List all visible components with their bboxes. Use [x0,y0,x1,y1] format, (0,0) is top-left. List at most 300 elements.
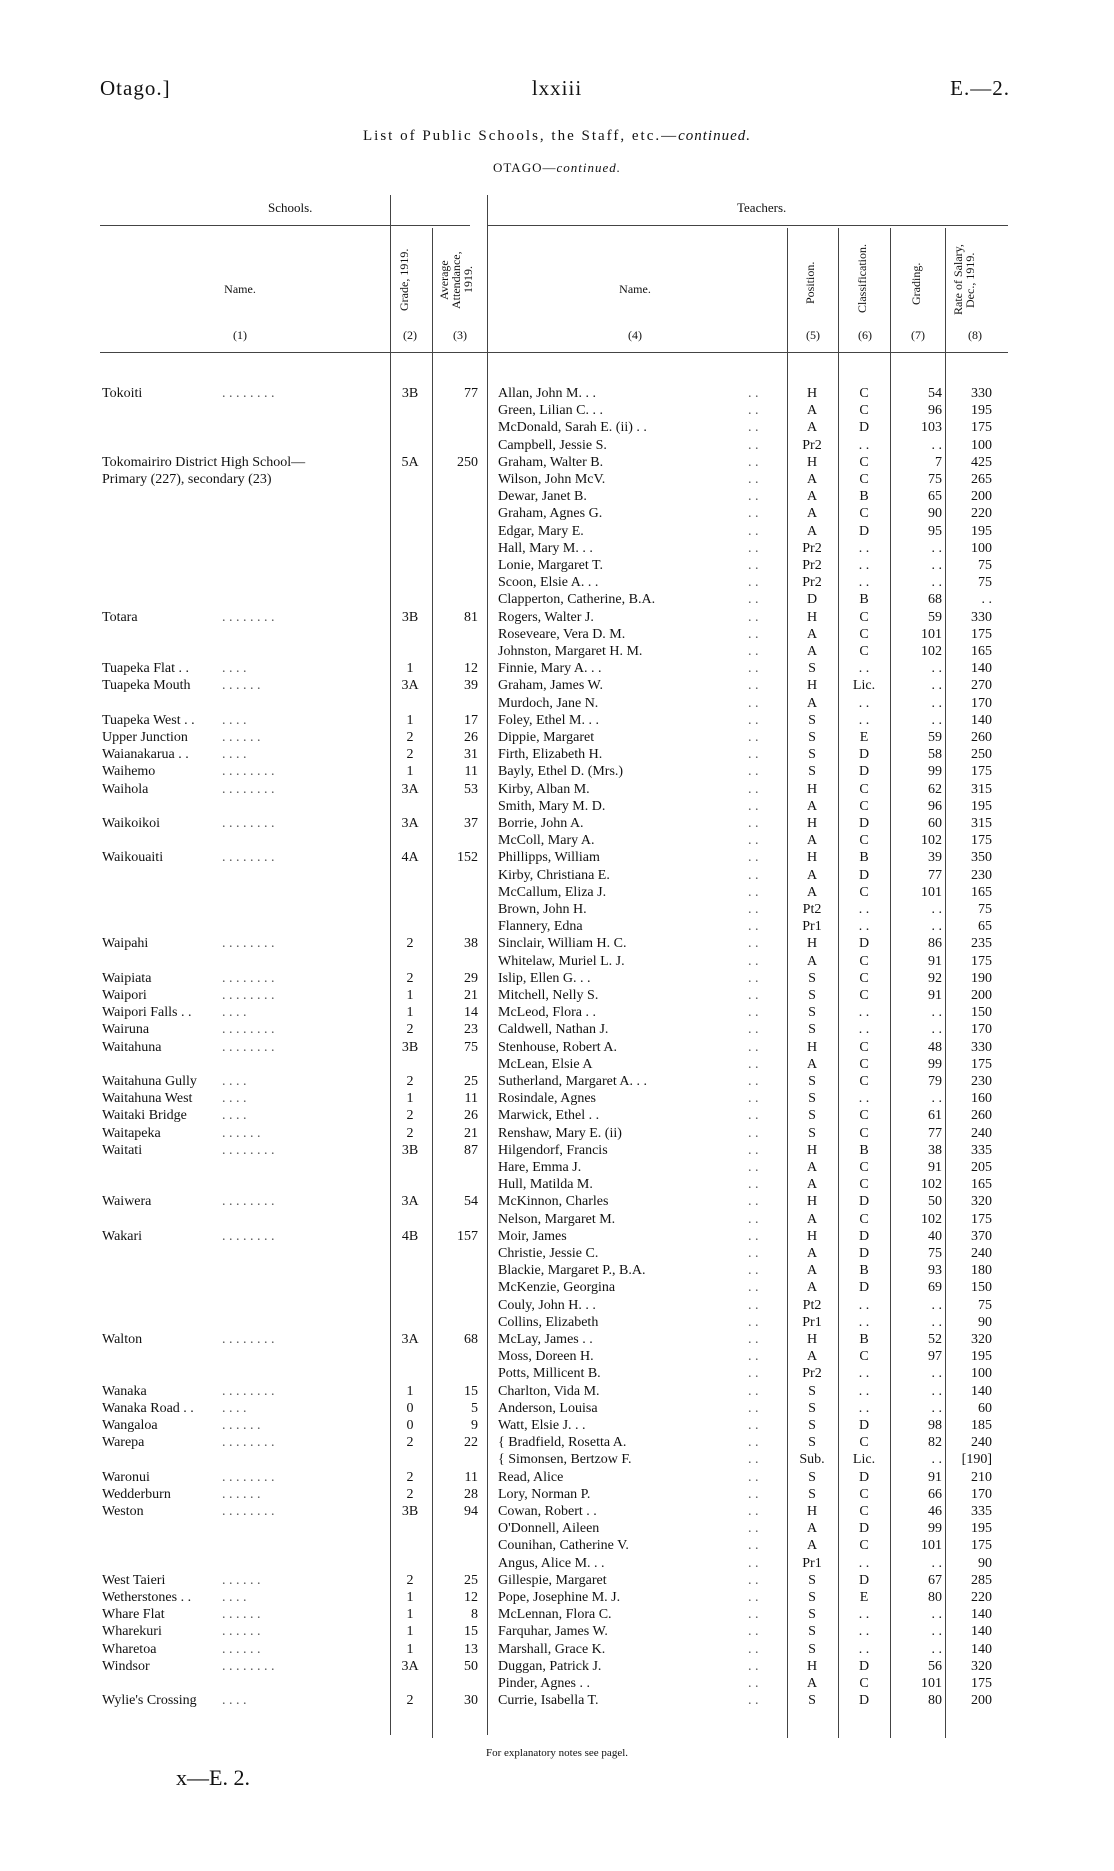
leader-dots: . . [748,609,759,625]
teacher-salary: 140 [971,1624,992,1640]
teacher-grading: 50 [928,1194,942,1210]
teacher-salary: 175 [971,1056,992,1072]
leader-dots: . . [748,386,759,401]
teacher-grading: 101 [921,884,942,900]
teacher-grading: . . [931,1366,942,1382]
teacher-name: Foley, Ethel M. . . [498,712,599,728]
leader-dots: . . [748,1022,759,1038]
school-grade: 3B [401,1142,419,1158]
leader-dots: . . . . [222,1590,247,1605]
rule-teachers [488,225,1008,226]
leader-dots: . . . . [222,661,247,677]
teacher-position: H [806,1332,818,1347]
teacher-salary: 175 [971,833,992,849]
teacher-position: A [806,1263,818,1279]
school-name: Whare Flat [102,1607,165,1623]
teacher-salary: 195 [971,798,992,814]
teacher-classification: C [859,1504,869,1519]
teacher-position: S [808,1624,816,1640]
teacher-position: Pt2 [802,902,822,917]
teacher-position: S [808,1074,816,1089]
teacher-salary: 140 [971,661,992,677]
school-attendance: 75 [464,1039,478,1055]
leader-dots: . . [748,1125,759,1141]
teacher-salary: 335 [971,1142,992,1158]
leader-dots: . . . . [222,1005,247,1021]
teacher-classification: D [858,867,870,883]
teacher-salary: 425 [971,454,992,470]
teacher-grading: . . [931,1091,942,1107]
leader-dots: . . [748,970,759,986]
teacher-salary: 170 [971,695,992,711]
teacher-classification: . . [858,712,870,728]
teacher-salary: 285 [971,1572,992,1588]
leader-dots: . . [748,1676,759,1691]
school-name: Waitaki Bridge [102,1108,187,1124]
school-grade: 2 [406,1572,414,1588]
school-name: Waihola [102,781,149,797]
school-attendance: 12 [464,661,478,677]
school-attendance: 25 [464,1074,478,1089]
leader-dots: . . [748,644,759,659]
leader-dots: . . [748,1400,759,1416]
teacher-grading: 101 [921,1538,942,1554]
teacher-name: Counihan, Catherine V. [498,1538,629,1554]
teacher-name: Angus, Alice M. . . [498,1555,605,1571]
leader-dots: . . [748,420,759,436]
leader-dots: . . [748,781,759,797]
leader-dots: . . [748,1056,759,1072]
teacher-name: McLennan, Flora C. [498,1607,612,1623]
leader-dots: . . . . . . . . [222,386,275,401]
teacher-name: Currie, Isabella T. [498,1693,599,1709]
teacher-salary: 330 [971,1039,992,1055]
school-grade: 0 [406,1418,414,1433]
teacher-grading: 48 [928,1039,942,1055]
teacher-position: H [806,1194,818,1210]
teacher-salary: 165 [971,1177,992,1193]
leader-dots: . . . . . . . . [222,1039,275,1055]
teacher-grading: . . [931,1555,942,1571]
teacher-classification: B [859,1263,869,1279]
school-attendance: 81 [464,609,478,625]
leader-dots: . . [748,712,759,728]
teacher-grading: 52 [928,1332,942,1347]
teacher-name: McColl, Mary A. [498,833,595,849]
teacher-name: Kirby, Alban M. [498,781,590,797]
teacher-salary: 60 [978,1400,992,1416]
leader-dots: . . [748,678,759,694]
col-divider-7 [945,228,946,1738]
teacher-salary: 100 [971,437,992,453]
teacher-grading: 102 [921,833,942,849]
leader-dots: . . . . . . . . [222,850,275,866]
leader-dots: . . . . . . . . [222,1469,275,1485]
page-reference: x—E. 2. [176,1765,250,1790]
teacher-salary: 270 [971,678,992,694]
teacher-classification: . . [858,661,870,677]
teacher-classification: . . [858,1641,870,1657]
school-attendance: 28 [464,1486,478,1502]
teacher-salary: 175 [971,953,992,969]
school-name: Wangaloa [102,1418,158,1433]
teacher-classification: . . [858,1555,870,1571]
teacher-salary: 330 [971,609,992,625]
school-grade: 3A [401,816,419,831]
teacher-grading: . . [931,1297,942,1313]
teacher-grading: 90 [928,506,942,522]
school-grade: 2 [406,1469,414,1485]
teacher-position: A [806,953,818,969]
teacher-classification: D [858,420,870,436]
teacher-name: Hall, Mary M. . . [498,540,593,556]
teacher-classification: C [859,644,869,659]
teacher-position: A [806,1280,818,1296]
school-name: Tokomairiro District High School— [102,454,306,470]
leader-dots: . . . . . . . . [222,936,275,952]
teacher-classification: C [859,386,869,401]
school-grade: 3A [401,678,419,694]
teacher-position: S [808,730,816,745]
teacher-grading: 66 [928,1486,942,1502]
school-grade: 2 [406,1486,414,1502]
school-grade: 3A [401,1194,419,1210]
teacher-grading: 40 [928,1228,942,1244]
teacher-grading: 96 [928,403,942,419]
school-grade: 1 [406,1383,414,1399]
teacher-classification: . . [858,1297,870,1313]
teacher-salary: 175 [971,764,992,780]
rule-schools [100,225,470,226]
school-attendance: 8 [471,1607,478,1623]
teacher-position: A [806,523,818,539]
leader-dots: . . [748,1469,759,1485]
teacher-salary: 220 [971,1590,992,1605]
leader-dots: . . [748,1263,759,1279]
leader-dots: . . [748,1142,759,1158]
teacher-classification: D [858,1658,870,1674]
teacher-salary: 260 [971,730,992,745]
teacher-salary: 350 [971,850,992,866]
teacher-name: Moss, Doreen H. [498,1349,594,1365]
leader-dots: . . [748,506,759,522]
teacher-name: Allan, John M. . . [498,386,596,401]
teacher-grading: 59 [928,609,942,625]
teacher-salary: . . [981,592,992,608]
teacher-classification: E [859,1590,869,1605]
teacher-position: H [806,1228,818,1244]
teacher-position: A [806,1246,818,1261]
school-name: West Taieri [102,1572,166,1588]
teacher-grading: . . [931,540,942,556]
teacher-classification: . . [858,558,870,573]
school-grade: 2 [406,970,414,986]
teacher-grading: 75 [928,472,942,487]
header-right: E.—2. [950,76,1010,100]
teacher-classification: E [859,730,869,745]
teacher-classification: . . [858,1400,870,1416]
teacher-position: S [808,988,816,1003]
teacher-classification: C [859,833,869,849]
school-attendance: 13 [464,1641,478,1657]
leader-dots: . . . . . . . . [222,764,275,780]
teacher-classification: D [858,1228,870,1244]
teacher-salary: 170 [971,1486,992,1502]
teacher-salary: 195 [971,403,992,419]
teacher-classification: . . [858,1005,870,1021]
teacher-salary: 140 [971,1383,992,1399]
school-grade: 0 [406,1400,414,1416]
school-grade: 1 [406,1091,414,1107]
teacher-name: McDonald, Sarah E. (ii) . . [498,420,647,436]
leader-dots: . . . . . . . . [222,970,275,986]
teacher-position: S [808,1108,816,1124]
school-grade: 1 [406,1624,414,1640]
teacher-salary: 205 [971,1160,992,1175]
teacher-position: A [806,626,818,642]
teacher-classification: . . [858,1624,870,1640]
school-attendance: 77 [464,386,478,401]
school-name: Waiwera [102,1194,152,1210]
rule-header-bottom [100,352,1008,353]
teacher-grading: 92 [928,970,942,986]
school-name: Waihemo [102,764,156,780]
teacher-grading: 38 [928,1142,942,1158]
teacher-grading: . . [931,1005,942,1021]
leader-dots: . . [748,695,759,711]
school-grade: 3A [401,781,419,797]
school-name: Waipori Falls . . [102,1005,192,1021]
teacher-name: Kirby, Christiana E. [498,867,610,883]
teacher-grading: 69 [928,1280,942,1296]
school-attendance: 11 [464,1091,478,1107]
teacher-name: Borrie, John A. [498,816,584,831]
teacher-classification: . . [858,1022,870,1038]
col-divider-5 [838,228,839,1738]
school-attendance: 17 [464,712,478,728]
school-attendance: 31 [464,747,478,763]
teacher-position: A [806,833,818,849]
teacher-classification: C [859,953,869,969]
teacher-classification: C [859,1039,869,1055]
col-divider-3 [487,195,488,1735]
teacher-grading: 102 [921,1211,942,1227]
teacher-salary: 195 [971,523,992,539]
teacher-classification: D [858,1194,870,1210]
school-name: Totara [102,609,138,625]
teacher-name: Charlton, Vida M. [498,1383,600,1399]
leader-dots: . . . . . . . . [222,1435,275,1451]
teacher-salary: [190] [961,1452,992,1468]
leader-dots: . . [748,1538,759,1554]
leader-dots: . . [748,988,759,1003]
teacher-position: A [806,1160,818,1175]
teacher-classification: D [858,1418,870,1433]
teacher-name: Marshall, Grace K. [498,1641,606,1657]
leader-dots: . . . . . . [222,1486,261,1502]
teacher-grading: 68 [928,592,942,608]
teacher-position: S [808,1091,816,1107]
school-grade: 1 [406,764,414,780]
title-main: List of Public Schools, the Staff, etc.— [362,128,679,144]
teacher-name: Flannery, Edna [498,919,583,935]
col-classification: Classification. [855,244,869,314]
teacher-classification: . . [858,919,870,935]
leader-dots: . . . . . . [222,1607,261,1623]
teacher-name: McLeod, Flora . . [498,1005,596,1021]
school-grade: 1 [406,661,414,677]
teacher-salary: 75 [978,1297,992,1313]
teacher-classification: C [859,1160,869,1175]
teacher-position: A [806,1177,818,1193]
teacher-grading: 103 [921,420,942,436]
school-name: Tuapeka West . . [102,712,195,728]
school-attendance: 53 [464,781,478,797]
page-number: lxxiii [531,76,583,100]
subtitle-main: OTAGO— [493,160,557,175]
school-name: Waitahuna West [102,1091,193,1107]
teacher-grading: . . [931,1452,942,1468]
teacher-grading: 65 [928,489,942,505]
leader-dots: . . [748,919,759,935]
teacher-name: Farquhar, James W. [498,1624,608,1640]
teacher-grading: 62 [928,781,942,797]
teacher-classification: B [859,1332,869,1347]
leader-dots: . . [748,1383,759,1399]
teacher-classification: C [859,454,869,470]
teacher-name: Anderson, Louisa [498,1400,598,1416]
teacher-position: Pr2 [802,437,822,453]
col-num-2: (2) [403,328,417,342]
school-grade: 2 [406,1125,414,1141]
leader-dots: . . . . . . [222,1418,261,1433]
teacher-name: Read, Alice [498,1469,564,1485]
col-grade: Grade, 1919. [397,248,411,312]
teacher-salary: 195 [971,1521,992,1537]
school-name: Waitati [102,1142,143,1158]
leader-dots: . . . . . . [222,678,261,694]
school-grade: 1 [406,712,414,728]
leader-dots: . . . . . . . . [222,1228,275,1244]
teacher-position: H [806,609,818,625]
teacher-grading: . . [931,558,942,573]
leader-dots: . . [748,1228,759,1244]
teacher-grading: 99 [928,764,942,780]
col-num-7: (7) [911,328,925,342]
teacher-classification: . . [858,1314,870,1330]
teacher-name: Rosindale, Agnes [498,1091,596,1107]
school-name: Wairuna [102,1022,150,1038]
teacher-name: Graham, Agnes G. [498,506,603,522]
teacher-classification: D [858,764,870,780]
school-name: Weston [102,1504,144,1519]
teacher-salary: 140 [971,1641,992,1657]
teacher-classification: C [859,1676,869,1691]
leader-dots: . . [748,1074,759,1089]
teacher-name: Mitchell, Nelly S. [498,988,599,1003]
teacher-classification: . . [858,540,870,556]
teacher-position: H [806,678,818,694]
teacher-salary: 75 [978,902,992,917]
teacher-position: S [808,1693,816,1709]
leader-dots: . . [748,592,759,608]
col-salary: Rate of Salary, Dec., 1919. [951,244,977,316]
teacher-name: Islip, Ellen G. . . [498,970,591,986]
teacher-classification: C [859,506,869,522]
teacher-position: A [806,1056,818,1072]
teacher-position: A [806,884,818,900]
teacher-grading: 91 [928,1469,942,1485]
teacher-name: Johnston, Margaret H. M. [498,644,643,659]
teacher-grading: 101 [921,1676,942,1691]
teacher-grading: . . [931,919,942,935]
teacher-name: Cowan, Robert . . [498,1504,597,1519]
school-attendance: 50 [464,1658,478,1674]
teacher-classification: D [858,1280,870,1296]
leader-dots: . . [748,884,759,900]
teacher-salary: 190 [971,970,992,986]
leader-dots: . . [748,558,759,573]
teacher-name: Nelson, Margaret M. [498,1211,616,1227]
teacher-name: Gillespie, Margaret [498,1572,607,1588]
teacher-name: Murdoch, Jane N. [498,695,599,711]
teacher-name: Sinclair, William H. C. [498,936,627,952]
teacher-position: Pr1 [802,919,822,935]
leader-dots: . . [748,1194,759,1210]
teacher-salary: 150 [971,1005,992,1021]
teacher-grading: 60 [928,816,942,831]
teacher-name: McKinnon, Charles [498,1194,609,1210]
teacher-classification: D [858,1521,870,1537]
leader-dots: . . . . . . . . [222,781,275,797]
leader-dots: . . [748,747,759,763]
teacher-position: S [808,661,816,677]
teacher-position: H [806,1142,818,1158]
teacher-name: Duggan, Patrick J. [498,1658,602,1674]
leader-dots: . . [748,1005,759,1021]
teacher-classification: . . [858,1366,870,1382]
teacher-classification: Lic. [852,1452,876,1468]
school-grade: 5A [401,454,419,470]
school-grade: 2 [406,747,414,763]
school-attendance: 11 [464,1469,478,1485]
school-name: Waikouaiti [102,850,164,866]
school-name: Wharekuri [102,1624,162,1640]
teacher-grading: . . [931,575,942,591]
page-title [0,128,1114,145]
school-name: Waipahi [102,936,149,952]
teacher-salary: 140 [971,712,992,728]
col-num-5: (5) [806,328,820,342]
school-attendance: 15 [464,1383,478,1399]
teacher-grading: 102 [921,1177,942,1193]
teacher-salary: 165 [971,644,992,659]
teacher-grading: 95 [928,523,942,539]
school-attendance: 23 [464,1022,478,1038]
teacher-classification: C [859,1435,869,1451]
leader-dots: . . [748,1624,759,1640]
teacher-salary: 175 [971,626,992,642]
teacher-classification: C [859,798,869,814]
teacher-salary: 315 [971,781,992,797]
teacher-name: { Simonsen, Bertzow F. [498,1452,632,1468]
teacher-position: S [808,1125,816,1141]
teacher-classification: C [859,1538,869,1554]
col-divider-1 [390,195,391,1735]
school-attendance: 22 [464,1435,478,1451]
teacher-name: Graham, Walter B. [498,454,604,470]
school-grade: 2 [406,1074,414,1089]
